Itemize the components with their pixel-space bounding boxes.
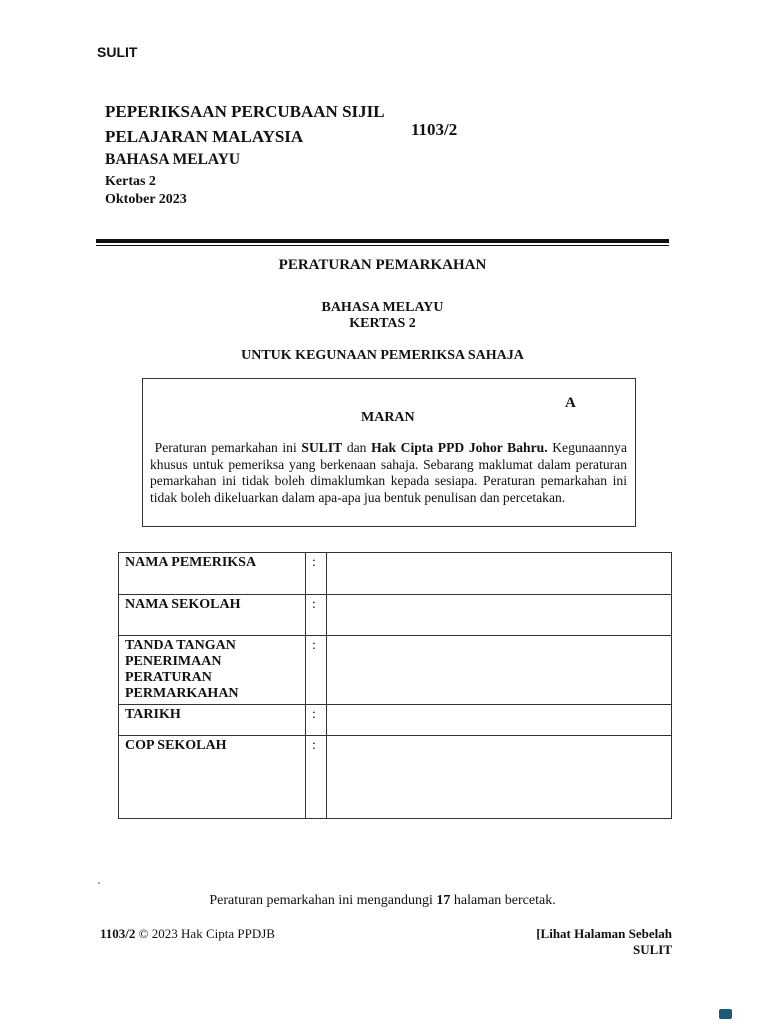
subject-name: BAHASA MELAYU xyxy=(105,151,241,168)
exam-title-line1: PEPERIKSAAN PERCUBAAN SIJIL xyxy=(105,102,385,121)
warning-text: Peraturan pemarkahan ini SULIT dan Hak Cipta PPD Johor Bahru. Kegunaannya khusus untuk pemeriksa yang berkenaan sahaja. Sebarang maklumat dalam peraturan pemarkahan ini tidak boleh dimaklumkan kepada sesiapa. Peraturan pemarkahan ini tidak boleh dikeluarkan dalam apa-apa jua bentuk penulisan dan percetakan. xyxy=(150,440,627,505)
paper-number: Kertas 2 xyxy=(105,174,156,189)
form-colon: : xyxy=(306,595,327,636)
form-label: TARIKH xyxy=(119,705,306,736)
signature-field[interactable] xyxy=(327,636,672,705)
examiner-form xyxy=(118,552,672,819)
warning-title: MARAN xyxy=(361,410,415,425)
form-colon: : xyxy=(306,636,327,705)
warning-letter: A xyxy=(565,395,576,411)
form-label: TANDA TANGAN PENERIMAAN PERATURAN PERMARKAHAN xyxy=(119,636,306,705)
scheme-title: PERATURAN PEMARKAHAN xyxy=(278,257,487,273)
form-label: NAMA PEMERIKSA xyxy=(119,553,306,595)
form-label: COP SEKOLAH xyxy=(119,736,306,819)
form-row-school-name xyxy=(119,595,672,636)
examiner-name-field[interactable] xyxy=(327,553,672,595)
divider-thin xyxy=(96,245,669,246)
next-page-note: [Lihat Halaman Sebelah xyxy=(536,926,672,941)
form-colon: : xyxy=(306,553,327,595)
form-colon: : xyxy=(306,736,327,819)
sulit-label-bottom: SULIT xyxy=(632,942,672,957)
school-name-field[interactable] xyxy=(327,595,672,636)
footer-right xyxy=(470,926,672,958)
footer-copyright: 1103/2 © 2023 Hak Cipta PPDJB xyxy=(100,926,275,941)
page-count-note: Peraturan pemarkahan ini mengandungi 17 halaman bercetak. xyxy=(209,893,556,908)
form-row-signature xyxy=(119,636,672,705)
stray-mark xyxy=(98,882,100,884)
form-row-school-stamp xyxy=(119,736,672,819)
sulit-label-top: SULIT xyxy=(97,44,138,60)
form-label: NAMA SEKOLAH xyxy=(119,595,306,636)
form-row-date xyxy=(119,705,672,736)
date-field[interactable] xyxy=(327,705,672,736)
camscanner-logo-icon xyxy=(719,1009,732,1019)
school-stamp-field[interactable] xyxy=(327,736,672,819)
usage-notice: UNTUK KEGUNAAN PEMERIKSA SAHAJA xyxy=(241,348,524,363)
exam-title-line2: PELAJARAN MALAYSIA xyxy=(105,127,304,146)
scheme-paper: KERTAS 2 xyxy=(349,316,416,331)
scheme-subject: BAHASA MELAYU xyxy=(321,300,444,315)
form-colon: : xyxy=(306,705,327,736)
paper-code: 1103/2 xyxy=(411,120,458,139)
exam-date: Oktober 2023 xyxy=(105,192,187,207)
form-row-examiner-name xyxy=(119,553,672,595)
divider-thick xyxy=(96,239,669,243)
